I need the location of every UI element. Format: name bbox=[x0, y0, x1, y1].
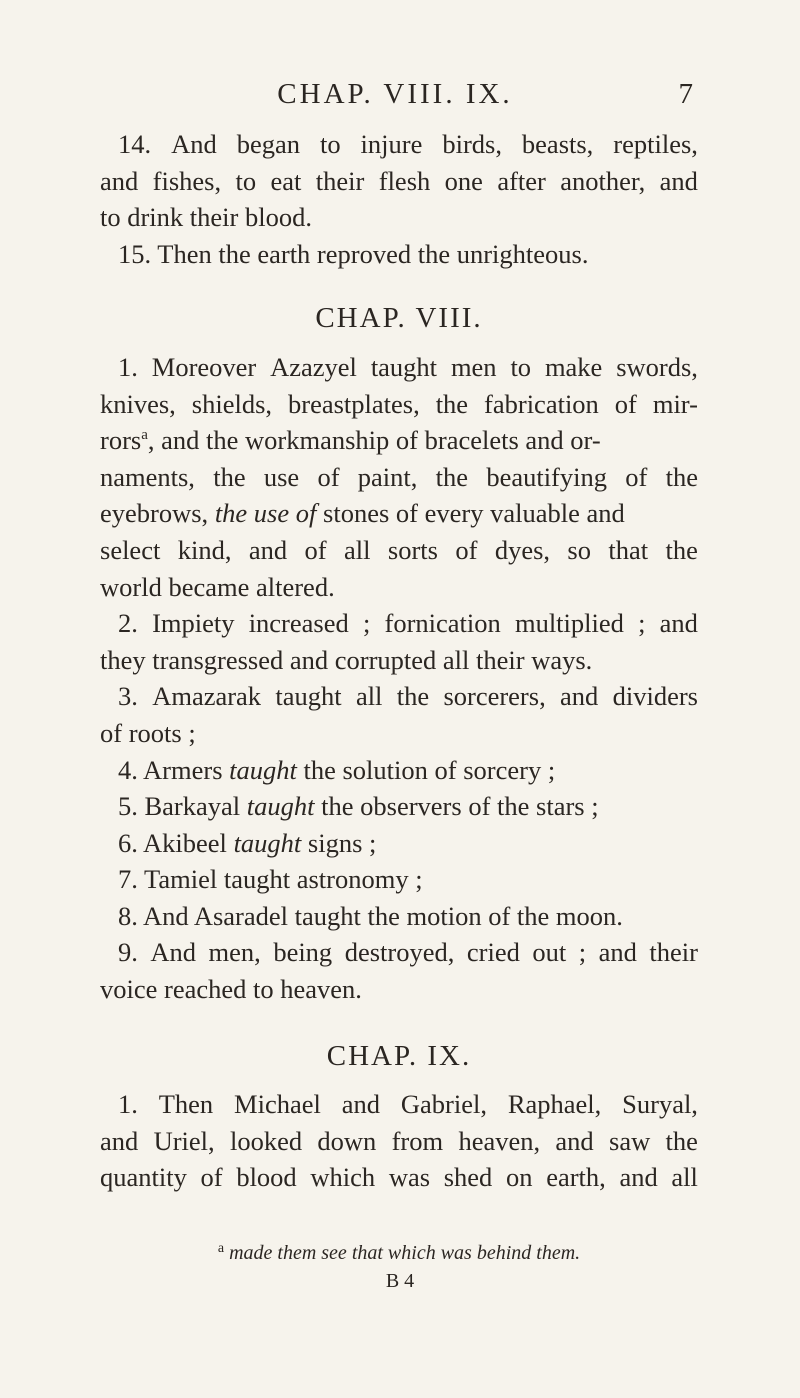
word: multiplied bbox=[514, 608, 624, 639]
page-number: 7 bbox=[678, 78, 693, 110]
word: all bbox=[343, 534, 371, 565]
chap9-v1-line-1 bbox=[100, 1086, 698, 1123]
chap8-v3-line-1 bbox=[100, 678, 698, 715]
word: Impiety bbox=[152, 608, 235, 639]
word: dividers bbox=[612, 681, 698, 712]
text-fragment bbox=[289, 498, 296, 528]
word: of bbox=[200, 1162, 223, 1193]
word: shed bbox=[443, 1162, 493, 1193]
verse-14-line-3: to drink their blood. bbox=[100, 202, 312, 233]
word: reptiles, bbox=[613, 129, 698, 159]
word: and bbox=[598, 937, 637, 968]
word: the bbox=[665, 461, 698, 492]
word: of bbox=[614, 388, 637, 419]
word: Azazyel bbox=[270, 351, 357, 382]
word: on bbox=[506, 1162, 533, 1193]
body-text bbox=[100, 126, 698, 1196]
word: flesh bbox=[378, 165, 431, 196]
word: Raphael, bbox=[507, 1089, 602, 1120]
chap8-v3-line-2: of roots ; bbox=[100, 717, 196, 748]
word: being bbox=[273, 937, 333, 968]
chap8-v1-line-4 bbox=[100, 459, 698, 496]
word: select bbox=[100, 534, 161, 565]
verse-14-line-2 bbox=[100, 163, 698, 200]
word: paint, bbox=[357, 461, 418, 492]
footnote-marker: a bbox=[141, 427, 148, 444]
chap8-v2-line-2: they transgressed and corrupted all their ways. bbox=[100, 644, 593, 675]
word: heaven, bbox=[458, 1125, 541, 1156]
word: taught bbox=[275, 681, 342, 712]
text-fragment: the observers of the stars ; bbox=[314, 791, 599, 822]
word: to bbox=[319, 129, 341, 159]
word: their bbox=[649, 937, 698, 968]
chap8-v2-line-1 bbox=[100, 605, 698, 642]
word: and bbox=[560, 681, 599, 712]
word: men, bbox=[208, 937, 261, 968]
text-fragment: signs ; bbox=[301, 827, 377, 858]
word: make bbox=[544, 351, 603, 382]
word: And bbox=[150, 937, 197, 968]
chap8-v4 bbox=[100, 752, 698, 789]
word: of bbox=[304, 534, 327, 565]
word: another, bbox=[560, 165, 646, 196]
word: and bbox=[100, 1125, 139, 1156]
word: after bbox=[497, 165, 546, 196]
word: was bbox=[388, 1162, 431, 1193]
word: all bbox=[671, 1162, 698, 1193]
word: swords, bbox=[616, 351, 698, 382]
word: looked bbox=[229, 1125, 303, 1156]
word: to bbox=[235, 165, 257, 196]
word: dyes, bbox=[494, 534, 551, 565]
word: fabrication bbox=[484, 388, 599, 419]
word: naments, bbox=[100, 461, 195, 492]
word: so bbox=[567, 534, 591, 565]
word: Then bbox=[158, 1089, 214, 1120]
word: Uriel, bbox=[153, 1125, 215, 1156]
word: ; bbox=[638, 608, 646, 639]
word: 1. bbox=[118, 1089, 138, 1120]
italic-insertion: of bbox=[295, 498, 317, 529]
chap8-v1-line-5 bbox=[100, 495, 698, 532]
verse-14-line-1 bbox=[100, 126, 698, 163]
word: which bbox=[310, 1162, 376, 1193]
chap8-v9-line-2: voice reached to heaven. bbox=[100, 974, 362, 1005]
word: the bbox=[665, 1125, 698, 1156]
chapter-heading-viii: CHAP. VIII. bbox=[315, 302, 483, 335]
text-fragment: 4. Armers bbox=[118, 754, 230, 785]
word: 9. bbox=[118, 937, 138, 968]
chap8-v5 bbox=[100, 788, 698, 825]
word: saw bbox=[609, 1125, 651, 1156]
word: 2. bbox=[118, 608, 138, 639]
text-fragment: , and the workmanship of bracelets and or- bbox=[147, 425, 601, 456]
word: their bbox=[315, 165, 365, 196]
word: that bbox=[608, 534, 649, 565]
italic-insertion: the use bbox=[214, 498, 290, 529]
word: the bbox=[665, 534, 698, 565]
word: destroyed, bbox=[344, 937, 455, 968]
footnote bbox=[100, 1242, 698, 1265]
word: one bbox=[444, 165, 483, 196]
word: mir- bbox=[652, 388, 698, 419]
word: and bbox=[619, 1162, 658, 1193]
footnote-marker: a bbox=[217, 1241, 225, 1256]
word: to bbox=[510, 351, 532, 382]
word: Amazarak bbox=[152, 681, 262, 712]
text-fragment: 6. Akibeel bbox=[118, 827, 234, 858]
word: fishes, bbox=[152, 165, 222, 196]
word: 1. bbox=[118, 351, 138, 382]
word: 14. bbox=[118, 129, 152, 159]
word: of bbox=[455, 534, 478, 565]
word: birds, bbox=[442, 129, 502, 159]
word: sorts bbox=[387, 534, 438, 565]
word: and bbox=[248, 534, 288, 565]
word: all bbox=[355, 681, 383, 712]
word: beasts, bbox=[521, 129, 594, 159]
word: knives, bbox=[100, 388, 176, 419]
verse-15: 15. Then the earth reproved the unrighteous. bbox=[118, 238, 589, 269]
word: Moreover bbox=[151, 351, 257, 382]
word: sorcerers, bbox=[443, 681, 546, 712]
chap8-v6 bbox=[100, 825, 698, 862]
chap8-v1-line-6 bbox=[100, 532, 698, 569]
chap8-v9-line-1 bbox=[100, 934, 698, 971]
running-head bbox=[100, 78, 693, 114]
word: of bbox=[317, 461, 340, 492]
word: and bbox=[341, 1089, 380, 1120]
word: shields, bbox=[191, 388, 273, 419]
text-fragment: the solution of sorcery ; bbox=[296, 754, 556, 785]
word: Gabriel, bbox=[400, 1089, 487, 1120]
word: Michael bbox=[234, 1089, 321, 1120]
word: Suryal, bbox=[622, 1089, 698, 1120]
word: fornication bbox=[384, 608, 501, 639]
word: injure bbox=[360, 129, 423, 159]
italic-insertion: taught bbox=[229, 754, 297, 785]
word: eat bbox=[270, 165, 302, 196]
text-fragment: rors bbox=[100, 425, 142, 456]
chapter-heading-ix: CHAP. IX. bbox=[326, 1039, 472, 1072]
word: the bbox=[213, 461, 246, 492]
word: earth, bbox=[546, 1162, 606, 1193]
word: ; bbox=[362, 608, 371, 639]
word: and bbox=[100, 165, 139, 196]
word: quantity bbox=[100, 1162, 187, 1193]
word: beautifying bbox=[486, 461, 607, 492]
word: the bbox=[435, 461, 469, 492]
text-fragment: stones of every valuable and bbox=[316, 498, 625, 529]
chap8-v8: 8. And Asaradel taught the motion of the moon. bbox=[118, 900, 623, 931]
running-title: CHAP. VIII. IX. bbox=[277, 78, 513, 110]
italic-insertion: taught bbox=[233, 827, 302, 858]
chap8-v1-line-1 bbox=[100, 349, 698, 386]
word: ; bbox=[578, 937, 587, 968]
word: and bbox=[659, 165, 698, 196]
text-fragment: eyebrows, bbox=[100, 498, 215, 529]
word: 3. bbox=[118, 681, 138, 712]
word: and bbox=[555, 1125, 594, 1156]
word: blood bbox=[236, 1162, 297, 1193]
signature-mark: B 4 bbox=[385, 1270, 415, 1292]
word: the bbox=[435, 388, 469, 419]
word: kind, bbox=[177, 534, 232, 565]
word: And bbox=[171, 129, 217, 159]
word: men bbox=[450, 351, 497, 382]
word: began bbox=[236, 129, 300, 159]
word: use bbox=[263, 461, 300, 492]
word: increased bbox=[248, 608, 349, 639]
word: cried bbox=[466, 937, 520, 968]
chap9-v1-line-3 bbox=[100, 1159, 698, 1196]
word: the bbox=[396, 681, 430, 712]
word: out bbox=[532, 937, 567, 968]
chap8-v1-line-2 bbox=[100, 386, 698, 423]
word: taught bbox=[370, 351, 438, 382]
word: from bbox=[391, 1125, 444, 1156]
chap8-v1-line-7: world became altered. bbox=[100, 571, 335, 602]
chap9-v1-line-2 bbox=[100, 1123, 698, 1160]
footnote-text: made them see that which was behind them. bbox=[229, 1242, 581, 1264]
italic-insertion: taught bbox=[246, 791, 315, 822]
word: of bbox=[625, 461, 648, 492]
text-fragment: 5. Barkayal bbox=[118, 791, 247, 822]
chap8-v1-line-3 bbox=[100, 422, 698, 459]
chap8-v7: 7. Tamiel taught astronomy ; bbox=[118, 864, 423, 895]
word: breastplates, bbox=[288, 388, 420, 419]
word: and bbox=[659, 608, 698, 639]
word: down bbox=[317, 1125, 377, 1156]
